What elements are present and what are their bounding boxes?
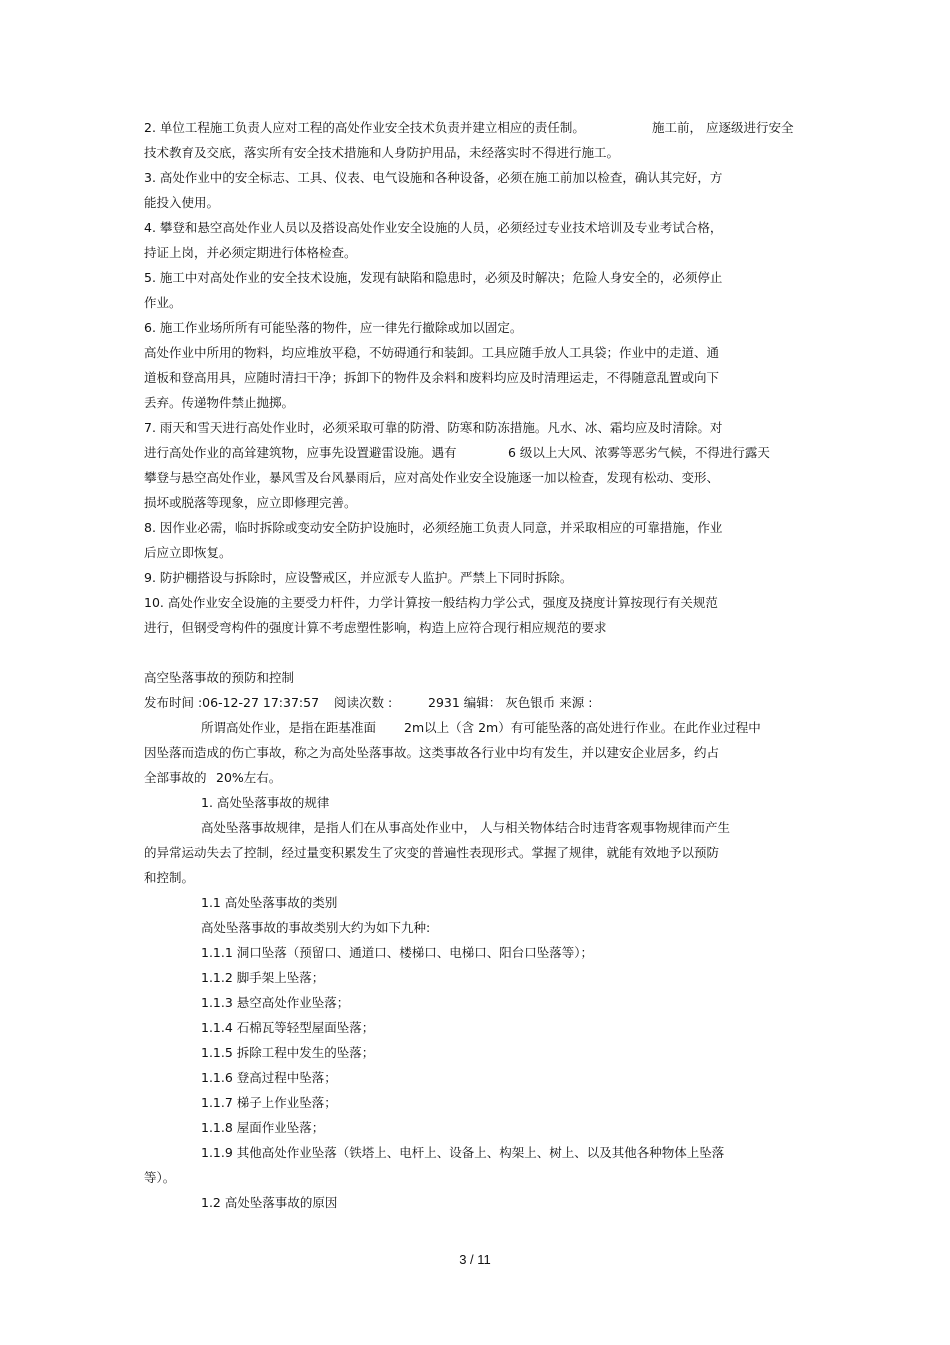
rule-7-line-3: 攀登与悬空高处作业，暴风雪及台风暴雨后，应对高处作业安全设施逐一加以检查，发现有松动、变形、 <box>144 470 720 485</box>
rule-5-line-1: 5. 施工中对高处作业的安全技术设施，发现有缺陷和隐患时，必须及时解决；危险人身安全的，必须停止 <box>144 270 723 285</box>
list-item: 1.1.7 梯子上作业坠落； <box>201 1095 337 1110</box>
list-item: 1.1.2 脚手架上坠落； <box>201 970 325 985</box>
rule-6-line-4: 丢弃。传递物件禁止抛掷。 <box>144 395 295 410</box>
intro-line-3: 全部事故的 <box>144 770 207 785</box>
rule-8-line-1: 8. 因作业必需，临时拆除或变动安全防护设施时，必须经施工负责人同意，并采取相应的可靠措施，作业 <box>144 520 723 535</box>
intro-line-1-tail: 2m以上（含 2m）有可能坠落的高处进行作业。在此作业过程中 <box>404 720 761 735</box>
rule-3-line-1: 3. 高处作业中的安全标志、工具、仪表、电气设施和各种设备，必须在施工前加以检查，确认其完好，方 <box>144 170 723 185</box>
section-heading-1-1: 1.1 高处坠落事故的类别 <box>201 895 338 910</box>
rule-7-line-4: 损坏或脱落等现象，应立即修理完善。 <box>144 495 357 510</box>
list-item: 1.1.6 登高过程中坠落； <box>201 1070 337 1085</box>
section-heading-1: 1. 高处坠落事故的规律 <box>201 795 330 810</box>
rule-10-line-2: 进行，但钢受弯构件的强度计算不考虑塑性影响，构造上应符合现行相应规范的要求 <box>144 620 607 635</box>
list-item-continuation: 等）。 <box>144 1170 176 1185</box>
list-item: 1.1.8 屋面作业坠落； <box>201 1120 325 1135</box>
rule-4-line-2: 持证上岗，并必须定期进行体格检查。 <box>144 245 357 260</box>
rule-5-line-2: 作业。 <box>144 295 182 310</box>
article-meta-time: 发布时间 :06-12-27 17:37:57 <box>144 695 320 710</box>
rule-9-line-1: 9. 防护棚搭设与拆除时，应设警戒区，并应派专人监护。严禁上下同时拆除。 <box>144 570 573 585</box>
rule-7-line-2-tail: 6 级以上大风、浓雾等恶劣气候，不得进行露天 <box>508 445 770 460</box>
list-item: 1.1.3 悬空高处作业坠落； <box>201 995 350 1010</box>
article-meta-rest: 2931 编辑： 灰色银币 来源 : <box>428 695 593 710</box>
rule-2-line-2: 技术教育及交底，落实所有安全技术措施和人身防护用品，未经落实时不得进行施工。 <box>144 145 620 160</box>
list-item: 1.1.9 其他高处作业坠落（铁塔上、电杆上、设备上、构架上、树上、以及其他各种物体上坠落 <box>201 1145 725 1160</box>
rule-3-line-2: 能投入使用。 <box>144 195 220 210</box>
rule-2-line-1-tail: 施工前， 应逐级进行安全 <box>652 120 794 135</box>
section-1-line-1: 高处坠落事故规律，是指人们在从事高处作业中， 人与相关物体结合时违背客观事物规律而产生 <box>201 820 730 835</box>
rule-2-line-1: 2. 单位工程施工负责人应对工程的高处作业安全技术负责并建立相应的责任制。 <box>144 120 585 135</box>
rule-8-line-2: 后应立即恢复。 <box>144 545 232 560</box>
rule-7-line-2: 进行高处作业的高耸建筑物，应事先设置避雷设施。遇有 <box>144 445 457 460</box>
intro-line-1: 所谓高处作业，是指在距基准面 <box>201 720 377 735</box>
intro-line-2: 因坠落而造成的伤亡事故，称之为高处坠落事故。这类事故各行业中均有发生，并以建安企业居多，约占 <box>144 745 720 760</box>
section-heading-1-2: 1.2 高处坠落事故的原因 <box>201 1195 338 1210</box>
rule-6-line-3: 道板和登高用具，应随时清扫干净；拆卸下的物件及余料和废料均应及时清理运走，不得随意乱置或向下 <box>144 370 720 385</box>
section-1-line-2: 的异常运动失去了控制，经过量变积累发生了灾变的普遍性表现形式。掌握了规律，就能有效地予以预防 <box>144 845 720 860</box>
intro-line-3-tail: 20%左右。 <box>216 770 282 785</box>
rule-4-line-1: 4. 攀登和悬空高处作业人员以及搭设高处作业安全设施的人员，必须经过专业技术培训及专业考试合格， <box>144 220 723 235</box>
section-1-1-intro: 高处坠落事故的事故类别大约为如下九种: <box>201 920 431 935</box>
list-item: 1.1.1 洞口坠落（预留口、通道口、楼梯口、电梯口、阳台口坠落等）； <box>201 945 594 960</box>
section-1-line-3: 和控制。 <box>144 870 195 885</box>
rule-10-line-1: 10. 高处作业安全设施的主要受力杆件，力学计算按一般结构力学公式，强度及挠度计算按现行有关规范 <box>144 595 718 610</box>
rule-6-line-2: 高处作业中所用的物料，均应堆放平稳，不妨碍通行和装卸。工具应随手放人工具袋；作业中的走道、通 <box>144 345 720 360</box>
rule-7-line-1: 7. 雨天和雪天进行高处作业时，必须采取可靠的防滑、防寒和防冻措施。凡水、冰、霜均应及时清除。对 <box>144 420 723 435</box>
list-item: 1.1.5 拆除工程中发生的坠落； <box>201 1045 375 1060</box>
list-item: 1.1.4 石棉瓦等轻型屋面坠落； <box>201 1020 375 1035</box>
rule-6-line-1: 6. 施工作业场所所有可能坠落的物件，应一律先行撤除或加以固定。 <box>144 320 523 335</box>
article-meta-reads: 阅读次数 : <box>334 695 393 710</box>
page-number: 3 / 11 <box>459 1252 491 1267</box>
article-title: 高空坠落事故的预防和控制 <box>144 670 295 685</box>
